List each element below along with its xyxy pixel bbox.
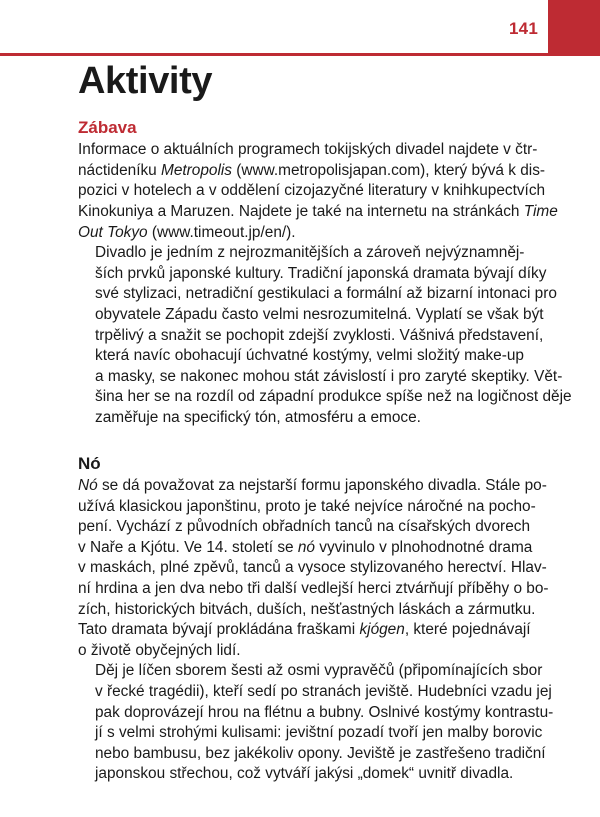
text-line: o životě obyčejných lidí. bbox=[78, 641, 241, 659]
text-line: v řecké tragédii), kteří sedí po stranách jeviště. Hudebníci vzadu jej bbox=[95, 682, 552, 700]
line-text: Kinokuniya a Maruzen. Najdete je také na internetu na stránkách bbox=[78, 203, 524, 221]
text-line: obyvatele Západu často velmi nesrozumitelná. Vyplatí se však být bbox=[95, 306, 544, 324]
italic-title-out-tokyo: Out Tokyo bbox=[78, 223, 148, 241]
text-line: japonskou střechou, což vytváří jakýsi „domek“ uvnitř divadla. bbox=[95, 765, 514, 783]
line-text: vyvinulo v plnohodnotné drama bbox=[315, 538, 533, 556]
text-line: zích, historických bitvách, duších, nešťastných láskách a zármutku. bbox=[78, 600, 536, 618]
line-text: v Naře a Kjótu. Ve 14. století se bbox=[78, 538, 298, 556]
text-line: pak doprovázejí hrou na flétnu a bubny. Oslnivé kostýmy kontrastu- bbox=[95, 703, 554, 721]
line-text: , které pojednávají bbox=[404, 621, 531, 639]
text-line: v maskách, plné zpěvů, tanců a vysoce stylizovaného herectví. Hlav- bbox=[78, 559, 547, 577]
section-heading-no: Nó bbox=[78, 453, 101, 473]
text-line: šina her se na rozdíl od západní produkce spíše než na logičnost děje bbox=[95, 388, 572, 406]
italic-term-kjogen: kjógen bbox=[359, 621, 405, 639]
text-line: ších prvků japonské kultury. Tradiční japonská dramata bývají díky bbox=[95, 264, 547, 282]
header-corner-block bbox=[548, 0, 600, 54]
text-line: trpělivý a snažit se pochopit zdejší zvyklosti. Vášnivá představení, bbox=[95, 326, 544, 344]
paragraph-zabava-2 bbox=[78, 243, 572, 428]
text-line bbox=[78, 476, 547, 497]
page-header bbox=[0, 0, 600, 56]
text-line: nebo bambusu, bez jakékoliv opony. Jeviště je zastřešeno tradiční bbox=[95, 744, 546, 762]
text-line: zaměřuje na specifický tón, atmosféru a emoce. bbox=[95, 409, 421, 426]
line-text: Tato dramata bývají prokládána fraškami bbox=[78, 621, 360, 639]
text-line bbox=[78, 223, 524, 244]
line-text: náctideníku bbox=[78, 161, 161, 179]
text-line: a masky, se nakonec mohou stát závislostí i pro zaryté skeptiky. Vět- bbox=[95, 367, 563, 385]
text-line: užívá klasickou japonštinu, proto je také nejvíce náročné na pocho- bbox=[78, 497, 536, 515]
paragraph-zabava-1 bbox=[78, 140, 558, 243]
section-heading-zabava: Zábava bbox=[78, 117, 137, 137]
text-line bbox=[78, 202, 558, 223]
italic-title-metropolis: Metropolis bbox=[161, 161, 232, 179]
text-line: Divadlo je jedním z nejrozmanitějších a zároveň nejvýznamněj- bbox=[95, 244, 525, 262]
text-line: své stylizaci, netradiční gestikulaci a formální až bizarní intonaci pro bbox=[95, 285, 557, 303]
line-text: (www.metropolisjapan.com), který bývá k dis- bbox=[232, 161, 546, 179]
line-text: se dá považovat za nejstarší formu japonského divadla. Stále po- bbox=[97, 476, 547, 494]
paragraph-no-1 bbox=[78, 476, 549, 661]
text-line bbox=[78, 161, 546, 182]
italic-term-no-inline: nó bbox=[297, 538, 315, 556]
italic-term-no: Nó bbox=[78, 476, 98, 494]
text-line: Děj je líčen sborem šesti až osmi vypravěčů (připomínajících sbor bbox=[95, 662, 543, 680]
text-column bbox=[78, 60, 572, 785]
text-line: pozici v hotelech a v oddělení cizojazyčné literatury v knihkupectvích bbox=[78, 182, 546, 200]
italic-title-time: Time bbox=[523, 203, 558, 221]
line-text: (www.timeout.jp/en/). bbox=[147, 223, 296, 241]
text-line: pení. Vychází z původních obřadních tanců na císařských dvorech bbox=[78, 518, 531, 536]
text-line: ní hrdina a jen dva nebo tři další vedlejší herci ztvárňují příběhy o bo- bbox=[78, 579, 549, 597]
page-title: Aktivity bbox=[78, 60, 213, 102]
text-line: která navíc obohacují úchvatné kostýmy, velmi složitý make-up bbox=[95, 347, 524, 365]
paragraph-no-2 bbox=[78, 661, 554, 785]
header-divider-rule bbox=[0, 53, 600, 56]
text-line: Informace o aktuálních programech tokijských divadel najdete v čtr- bbox=[78, 141, 538, 159]
text-line bbox=[78, 538, 533, 559]
text-line bbox=[78, 620, 531, 641]
text-line: jí s velmi strohými kulisami: jevištní pozadí tvoří jen malby borovic bbox=[95, 724, 543, 742]
page-number: 141 bbox=[509, 19, 538, 38]
